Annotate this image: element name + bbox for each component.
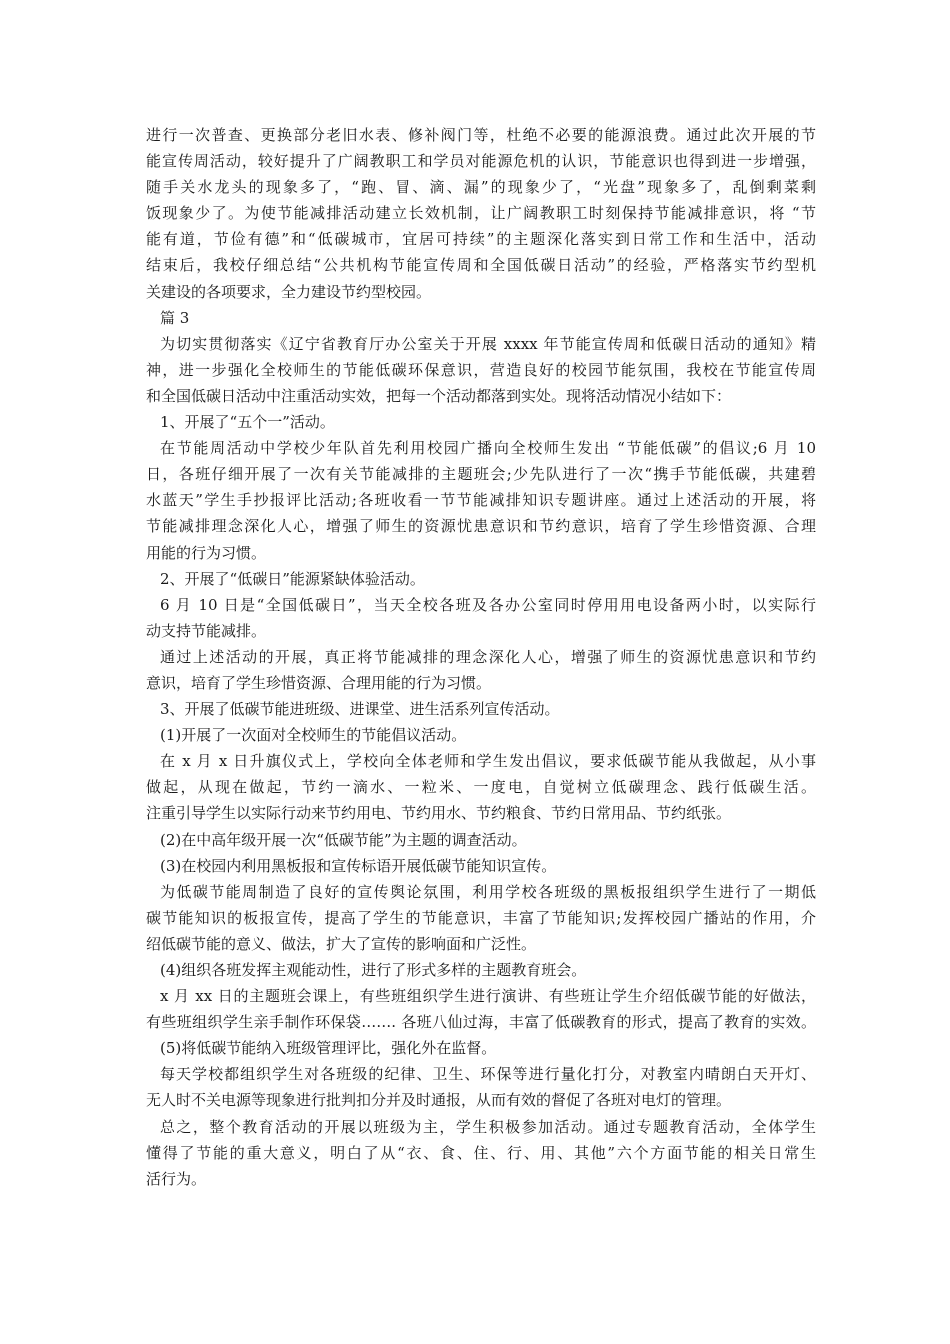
text-line: 为低碳节能周制造了良好的宣传舆论氛围，利用学校各班级的黑板报组织学生进行了一期低 [160,882,816,901]
text-line: 能宣传周活动，较好提升了广阔教职工和学员对能源危机的认识，节能意识也得到进一步增强， [146,152,816,171]
text-line: (5)将低碳节能纳入班级管理评比，强化外在监督。 [160,1039,497,1058]
text-line: 水蓝天”学生手抄报评比活动;各班收看一节节能减排知识专题讲座。通过上述活动的开展，将 [146,491,816,510]
text-line: 懂得了节能的重大意义，明白了从“衣、食、住、行、用、其他”六个方面节能的相关日常生 [146,1143,816,1162]
text-line: 通过上述活动的开展，真正将节能减排的理念深化人心，增强了师生的资源忧患意识和节约 [160,647,816,666]
text-line: 无人时不关电源等现象进行批判扣分并及时通报，从而有效的督促了各班对电灯的管理。 [146,1091,732,1110]
text-line: 结束后，我校仔细总结“公共机构节能宣传周和全国低碳日活动”的经验，严格落实节约型机 [146,256,816,275]
text-line: 随手关水龙头的现象多了，“跑、冒、滴、漏”的现象少了，“光盘”现象多了，乱倒剩菜剩 [146,178,816,197]
text-line: 神，进一步强化全校师生的节能低碳环保意识，营造良好的校园节能氛围，我校在节能宣传周 [146,360,816,379]
text-line: 篇 3 [160,308,190,327]
text-line: 6 月 10 日是“全国低碳日”，当天全校各班及各办公室同时停用用电设备两小时，以实际行 [160,595,816,614]
text-line: 饭现象少了。为使节能减排活动建立长效机制，让广阔教职工时刻保持节能减排意识，将 “节 [146,204,816,223]
text-line: (2)在中高年级开展一次“低碳节能”为主题的调查活动。 [160,830,527,849]
text-line: x 月 xx 日的主题班会课上，有些班组织学生进行演讲、有些班让学生介绍低碳节能的好做法， [160,987,816,1006]
text-line: (1)开展了一次面对全校师生的节能倡议活动。 [160,726,467,745]
text-line: 总之，整个教育活动的开展以班级为主，学生积极参加活动。通过专题教育活动，全体学生 [160,1117,816,1136]
text-line: 2、开展了“低碳日”能源紧缺体验活动。 [160,569,425,588]
text-line: 和全国低碳日活动中注重活动实效，把每一个活动都落到实处。现将活动情况小结如下： [146,386,732,405]
text-line: 1、开展了“五个一”活动。 [160,413,335,432]
text-line: 碳节能知识的板报宣传，提高了学生的节能意识，丰富了节能知识;发挥校园广播站的作用，介 [146,908,816,927]
text-line: 有些班组织学生亲手制作环保袋……. 各班八仙过海，丰富了低碳教育的形式，提高了教育的实效。 [146,1013,816,1032]
text-line: 用能的行为习惯。 [146,543,267,562]
text-line: 节能减排理念深化人心，增强了师生的资源忧患意识和节约意识，培育了学生珍惜资源、合理 [146,517,816,536]
text-line: 注重引导学生以实际行动来节约用电、节约用水、节约粮食、节约日常用品、节约纸张。 [146,804,732,823]
text-line: 做起，从现在做起，节约一滴水、一粒米、一度电，自觉树立低碳理念、践行低碳生活。 [146,778,816,797]
text-line: 为切实贯彻落实《辽宁省教育厅办公室关于开展 xxxx 年节能宣传周和低碳日活动的通知》精 [160,334,816,353]
text-line: 每天学校都组织学生对各班级的纪律、卫生、环保等进行量化打分，对教室内晴朗白天开灯、 [160,1065,816,1084]
text-line: 能有道，节俭有德”和“低碳城市，宜居可持续”的主题深化落实到日常工作和生活中，活动 [146,230,816,249]
text-line: 活行为。 [146,1169,207,1188]
text-line: 在 x 月 x 日升旗仪式上，学校向全体老师和学生发出倡议，要求低碳节能从我做起，从小事 [160,752,816,771]
text-line: (4)组织各班发挥主观能动性，进行了形式多样的主题教育班会。 [160,961,587,979]
document-body [146,122,816,1192]
text-line: 关建设的各项要求，全力建设节约型校园。 [146,282,432,301]
text-line: 动支持节能减排。 [146,621,267,640]
text-line: 意识，培育了学生珍惜资源、合理用能的行为习惯。 [146,673,492,692]
text-line: 在节能周活动中学校少年队首先利用校园广播向全校师生发出 “节能低碳”的倡议;6 月 10 [160,439,816,458]
text-line: 3、开展了低碳节能进班级、进课堂、进生活系列宣传活动。 [160,700,560,719]
text-line: (3)在校园内利用黑板报和宣传标语开展低碳节能知识宣传。 [160,856,557,875]
text-line: 日，各班仔细开展了一次有关节能减排的主题班会;少先队进行了一次“携手节能低碳，共建碧 [146,465,816,484]
text-line: 绍低碳节能的意义、做法，扩大了宣传的影响面和广泛性。 [146,934,537,953]
text-line: 进行一次普查、更换部分老旧水表、修补阀门等，杜绝不必要的能源浪费。通过此次开展的节 [146,126,816,144]
